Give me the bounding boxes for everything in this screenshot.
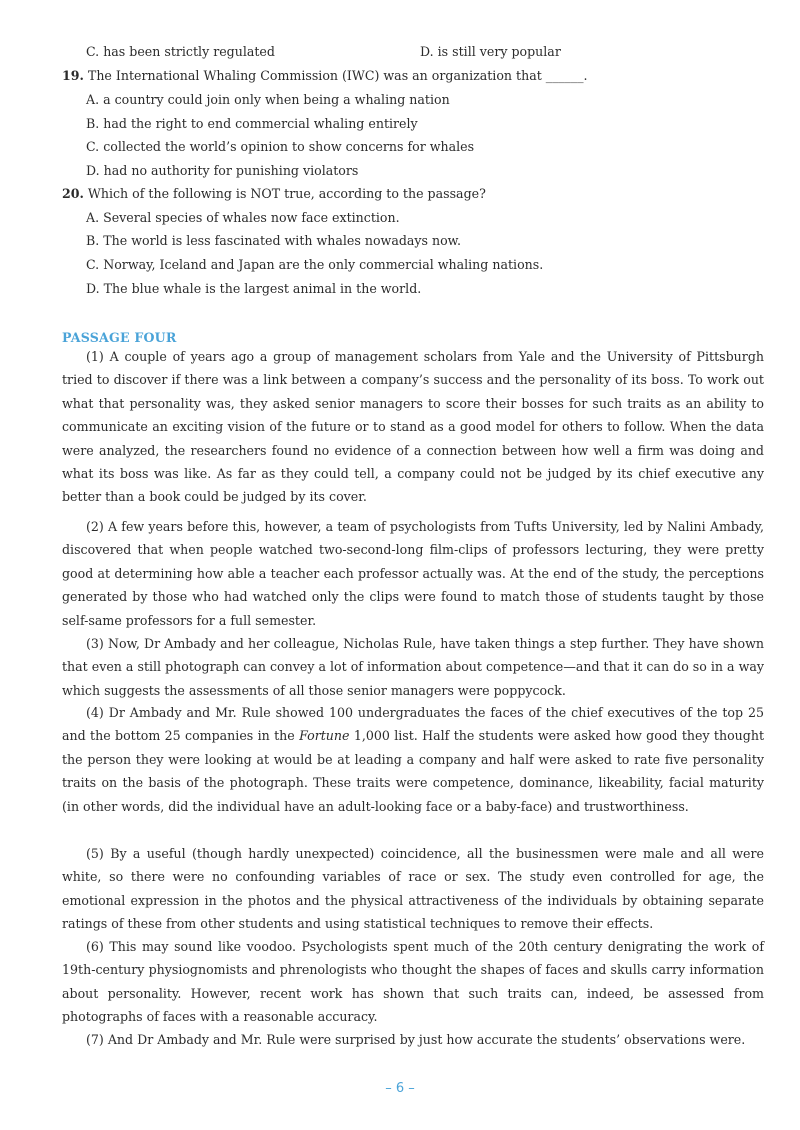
paragraph-7: (7) And Dr Ambady and Mr. Rule were surprised by just how accurate the students’ observations were. [86, 1032, 746, 1047]
paragraph-4-fortune: Fortune [299, 728, 350, 744]
paragraph-2: (2) A few years before this, however, a team of psychologists from Tufts University, led by Nalini Ambady, discovered that when people watched two-second-long film-clips of professors lecturing, they were pretty good at determining how able a teacher each professor actually was. At the end of the study, the perceptions generated by those who had watched only the clips were found to match those of students taught by those self-same professors for a full semester. [62, 519, 764, 628]
paragraph-4 [62, 701, 764, 818]
q19-option-a: A. a country could join only when being a whaling nation [86, 92, 450, 107]
q19-option-b: B. had the right to end commercial whaling entirely [86, 116, 418, 131]
q19-stem [62, 68, 588, 84]
q18-option-d: D. is still very popular [420, 44, 561, 59]
q18-option-c: C. has been strictly regulated [86, 44, 275, 59]
q19-option-d: D. had no authority for punishing violators [86, 163, 359, 178]
q19-option-c: C. collected the world’s opinion to show concerns for whales [86, 139, 475, 154]
paragraph-4-part-1: (4) Dr Ambady and Mr. Rule showed 100 undergraduates the faces of the chief executives of the top 25 and the bottom 25 companies in the [62, 705, 764, 744]
paragraph-1: (1) A couple of years ago a group of management scholars from Yale and the University of Pittsburgh tried to discover if there was a link between a company’s success and the personality of its boss. To work out what that personality was, they asked senior managers to score their bosses for such traits as an ability to communicate an exciting vision of the future or to stand as a good model for others to follow. When the data were analyzed, the researchers found no evidence of a connection between how well a firm was doing and what its boss was like. As far as they could tell, a company could not be judged by its chief executive any better than a book could be judged by its cover. [62, 349, 764, 505]
q20-option-d: D. The blue whale is the largest animal in the world. [86, 281, 422, 296]
paragraph-6: (6) This may sound like voodoo. Psychologists spent much of the 20th century denigrating the work of 19th-century physiognomists and phrenologists who thought the shapes of faces and skulls carry information about personality. However, recent work has shown that such traits can, indeed, be assessed from photographs of faces with a reasonable accuracy. [62, 939, 764, 1025]
q20-option-a: A. Several species of whales now face extinction. [86, 210, 400, 225]
q20-stem-text: Which of the following is NOT true, according to the passage? [87, 186, 486, 201]
passage-title: PASSAGE FOUR [62, 330, 177, 345]
q20-option-c: C. Norway, Iceland and Japan are the only commercial whaling nations. [86, 257, 544, 272]
paragraph-4-part-2: 1,000 list. Half the students were asked how good they thought the person they were looking at would be at leading a company and half were asked to rate five personality traits on the basis of the photograph. These traits were competence, dominance, likeability, facial maturity (in other words, did the individual have an adult-looking face or a baby-face) and trustworthiness. [62, 728, 765, 814]
page-number: – 6 – [385, 1081, 415, 1096]
paragraph-5: (5) By a useful (though hardly unexpected) coincidence, all the businessmen were male and all were white, so there were no confounding variables of race or sex. The study even controlled for age, the emotional expression in the photos and the physical attractiveness of the individuals by obtaining separate ratings of these from other students and using statistical techniques to remove their effects. [62, 846, 764, 932]
q20-number: 20. [62, 186, 84, 201]
q19-stem-text: The International Whaling Commission (IWC) was an organization that ______. [87, 68, 588, 83]
q20-option-b: B. The world is less fascinated with whales nowadays now. [86, 233, 461, 248]
q19-number: 19. [62, 68, 84, 83]
paragraph-3: (3) Now, Dr Ambady and her colleague, Nicholas Rule, have taken things a step further. They have shown that even a still photograph can convey a lot of information about competence—and that it can do so in a way which suggests the assessments of all those senior managers were poppycock. [62, 636, 764, 698]
q20-stem [62, 186, 486, 202]
